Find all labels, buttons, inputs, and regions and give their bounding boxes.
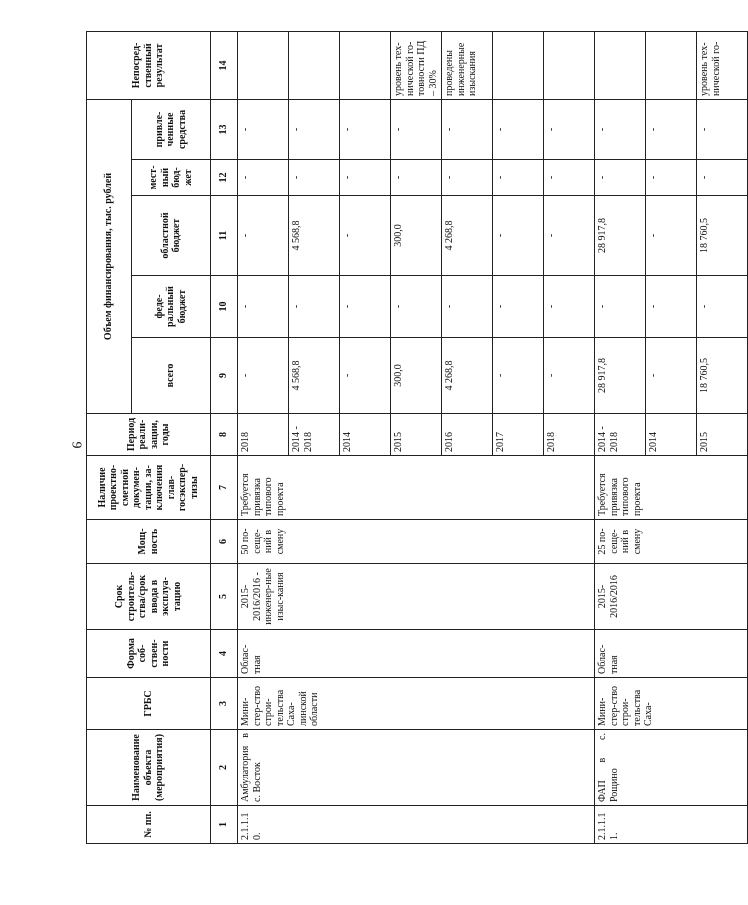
federal-cell: -	[697, 276, 748, 338]
period-cell: 2014	[646, 414, 697, 456]
attracted-cell: -	[697, 99, 748, 159]
column-number: 10	[211, 276, 238, 338]
regional-cell: 4 568,8	[289, 196, 340, 276]
federal-cell: -	[442, 276, 493, 338]
header-local: мест-ный бюд-жет	[132, 160, 211, 196]
table-row	[595, 31, 646, 843]
total-cell: -	[340, 338, 391, 414]
total-cell: -	[544, 338, 595, 414]
period-cell: 2014 - 2018	[289, 414, 340, 456]
attracted-cell: -	[340, 99, 391, 159]
result-cell: уровень тех-нической го-	[697, 31, 748, 99]
regional-cell: -	[544, 196, 595, 276]
period-cell: 2015	[697, 414, 748, 456]
capacity-cell: 25 по-сеще-ний в смену	[595, 520, 748, 564]
header-result: Непосред-ственный результат	[87, 31, 211, 99]
regional-cell: 18 760,5	[697, 196, 748, 276]
column-number: 14	[211, 31, 238, 99]
column-number: 5	[211, 564, 238, 630]
period-cell: 2017	[493, 414, 544, 456]
page-number: 9	[68, 441, 84, 449]
attracted-cell: -	[544, 99, 595, 159]
regional-cell: 28 917,8	[595, 196, 646, 276]
local-cell: -	[391, 160, 442, 196]
term-cell: 2015-2016/2016 - инженер-ные изыс-кания	[238, 564, 595, 630]
header-num: № пп.	[87, 806, 211, 844]
attracted-cell: -	[391, 99, 442, 159]
result-cell	[340, 31, 391, 99]
term-cell: 2015-2016/2016	[595, 564, 748, 630]
local-cell: -	[544, 160, 595, 196]
column-number: 13	[211, 99, 238, 159]
local-cell: -	[595, 160, 646, 196]
local-cell: -	[697, 160, 748, 196]
period-cell: 2014 - 2018	[595, 414, 646, 456]
period-cell: 2015	[391, 414, 442, 456]
period-cell: 2016	[442, 414, 493, 456]
header-capacity: Мощ-ность	[87, 520, 211, 564]
header-period: Период реали-зации, годы	[87, 414, 211, 456]
column-number: 12	[211, 160, 238, 196]
total-cell: -	[238, 338, 289, 414]
docs-cell: Требуется привязка типового проекта	[595, 456, 748, 520]
regional-cell: -	[340, 196, 391, 276]
column-number: 2	[211, 730, 238, 806]
column-number: 9	[211, 338, 238, 414]
result-cell	[238, 31, 289, 99]
ownership-cell: Облас-тная	[595, 630, 748, 678]
docs-cell: Требуется привязка типового проекта	[238, 456, 595, 520]
total-cell: 18 760,5	[697, 338, 748, 414]
column-number: 11	[211, 196, 238, 276]
table-body	[238, 31, 748, 843]
local-cell: -	[289, 160, 340, 196]
regional-cell: 4 268,8	[442, 196, 493, 276]
total-cell: -	[493, 338, 544, 414]
column-number: 3	[211, 678, 238, 730]
federal-cell: -	[493, 276, 544, 338]
federal-cell: -	[595, 276, 646, 338]
attracted-cell: -	[595, 99, 646, 159]
regional-cell: -	[646, 196, 697, 276]
table-row	[238, 31, 289, 843]
federal-cell: -	[340, 276, 391, 338]
total-cell: 4 568,8	[289, 338, 340, 414]
column-number: 4	[211, 630, 238, 678]
object-number: 2.1.1.11.	[595, 806, 748, 844]
federal-cell: -	[646, 276, 697, 338]
grbs-cell: Мини-стер-ство строи-тельства Саха-	[595, 678, 748, 730]
header-regional: областной бюджет	[132, 196, 211, 276]
result-cell	[544, 31, 595, 99]
result-cell	[646, 31, 697, 99]
attracted-cell: -	[493, 99, 544, 159]
attracted-cell: -	[646, 99, 697, 159]
total-cell: -	[646, 338, 697, 414]
result-cell: проведены инженерные изыскания	[442, 31, 493, 99]
total-cell: 4 268,8	[442, 338, 493, 414]
header-grbs: ГРБС	[87, 678, 211, 730]
header-financing: Объем финансирования, тыс. рублей	[87, 99, 132, 413]
federal-cell: -	[238, 276, 289, 338]
result-cell	[595, 31, 646, 99]
column-number: 6	[211, 520, 238, 564]
period-cell: 2018	[238, 414, 289, 456]
period-cell: 2018	[544, 414, 595, 456]
regional-cell: 300,0	[391, 196, 442, 276]
total-cell: 300,0	[391, 338, 442, 414]
column-number: 8	[211, 414, 238, 456]
period-cell: 2014	[340, 414, 391, 456]
header-term: Срок строитель-ства/срок ввода в эксплуа-тацию	[87, 564, 211, 630]
regional-cell: -	[238, 196, 289, 276]
total-cell: 28 917,8	[595, 338, 646, 414]
table-sheet	[86, 32, 722, 844]
federal-cell: -	[391, 276, 442, 338]
attracted-cell: -	[289, 99, 340, 159]
regional-cell: -	[493, 196, 544, 276]
grbs-cell: Мини-стер-ство строи-тельства Саха-линской области	[238, 678, 595, 730]
column-number: 1	[211, 806, 238, 844]
result-cell: уровень тех-нической го-товности ПД – 30%	[391, 31, 442, 99]
header-federal: феде-ральный бюджет	[132, 276, 211, 338]
header-attracted: привле-ченные средства	[132, 99, 211, 159]
local-cell: -	[340, 160, 391, 196]
federal-cell: -	[544, 276, 595, 338]
ownership-cell: Облас-тная	[238, 630, 595, 678]
capacity-cell: 50 по-сеще-ний в смену	[238, 520, 595, 564]
header-total: всего	[132, 338, 211, 414]
object-number: 2.1.1.10.	[238, 806, 595, 844]
attracted-cell: -	[442, 99, 493, 159]
financing-table	[86, 31, 748, 844]
attracted-cell: -	[238, 99, 289, 159]
result-cell	[493, 31, 544, 99]
header-docs: Наличие проектно-сметной докумен-тации, за-ключения глав-госэкспер-тизы	[87, 456, 211, 520]
result-cell	[289, 31, 340, 99]
object-name: Амбулатория в с. Восток	[238, 730, 595, 806]
header-ownership: Форма соб-ствен-ности	[87, 630, 211, 678]
local-cell: -	[238, 160, 289, 196]
header-name: Наименование объекта (мероприятия)	[87, 730, 211, 806]
object-name: ФАП в с. Рощино	[595, 730, 748, 806]
federal-cell: -	[289, 276, 340, 338]
local-cell: -	[442, 160, 493, 196]
local-cell: -	[646, 160, 697, 196]
rotated-table	[86, 32, 722, 844]
column-number: 7	[211, 456, 238, 520]
local-cell: -	[493, 160, 544, 196]
